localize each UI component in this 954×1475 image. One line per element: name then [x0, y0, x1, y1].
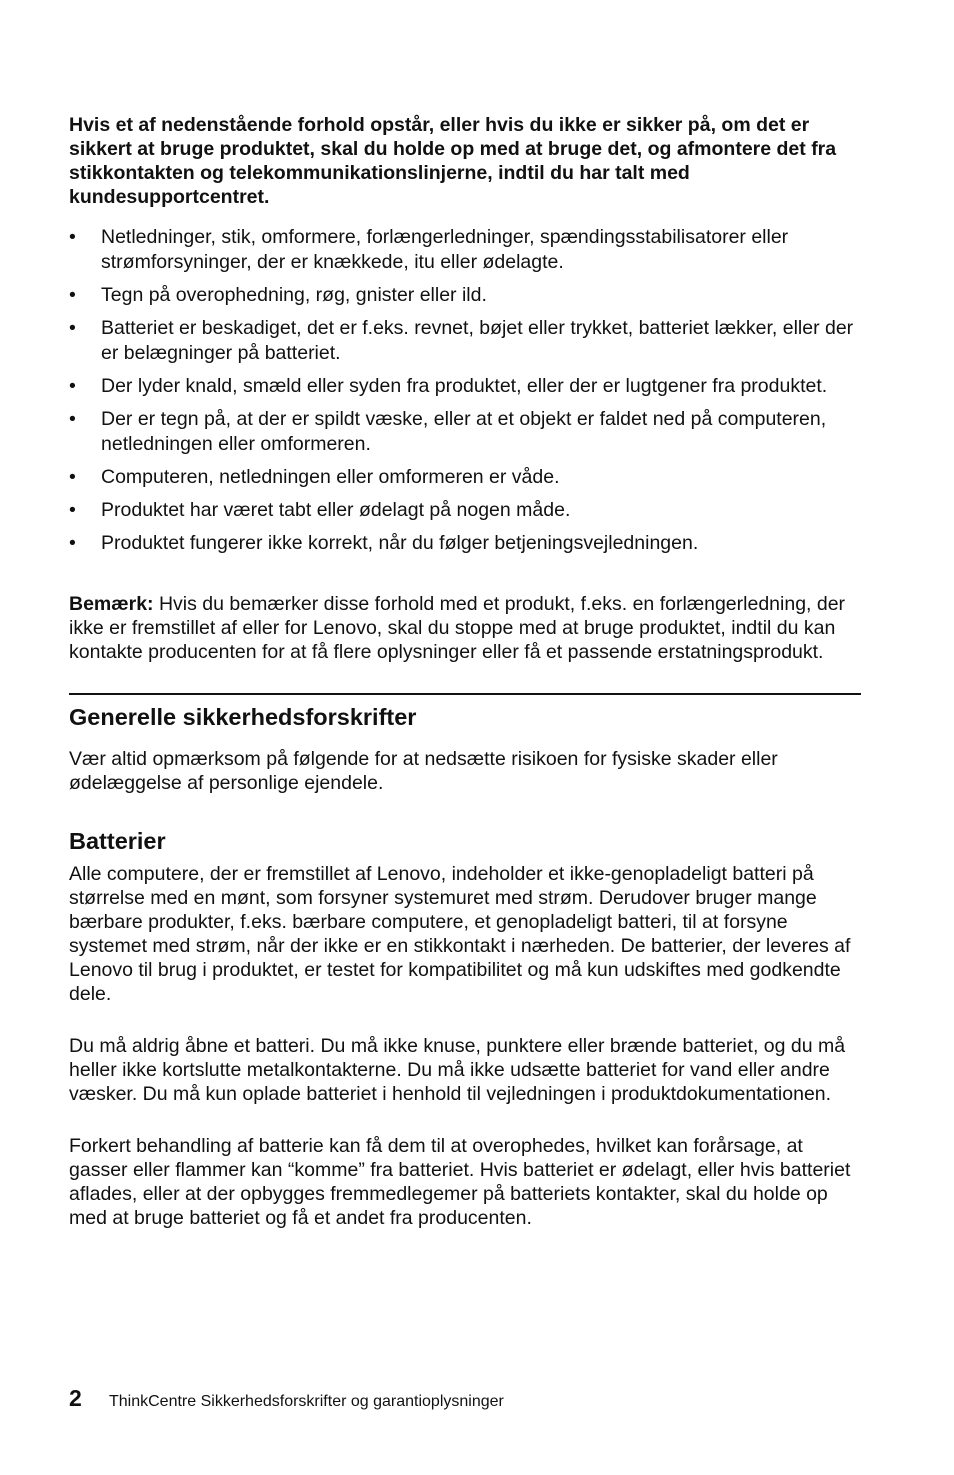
note-text: Hvis du bemærker disse forhold med et produkt, f.eks. en forlængerledning, der ikke er fremstillet af eller for Lenovo, skal du stoppe med at bruge produktet, indtil du kan kontakte producenten for at få flere oplysninger eller få et passende erstatningsprodukt.	[69, 593, 846, 663]
warning-lead: Hvis et af nedenstående forhold opstår, eller hvis du ikke er sikker på, om det er sikkert at bruge produktet, skal du holde op med at bruge det, og afmontere det fra stikkontakten og telekommunikationslinjerne, indtil du har talt med kundesupportcentret.	[69, 114, 837, 208]
section-heading-batteries: Batterier	[69, 828, 166, 854]
bullet-icon: •	[69, 466, 76, 488]
list-item: • Tegn på overophedning, røg, gnister eller ild.	[69, 284, 487, 306]
list-item: • Produktet fungerer ikke korrekt, når du følger betjeningsvejledningen.	[69, 532, 699, 554]
list-item: • Produktet har været tabt eller ødelagt på nogen måde.	[69, 499, 571, 521]
list-item: • Batteriet er beskadiget, det er f.eks. revnet, bøjet eller trykket, batteriet lækker, eller der er belægninger på batteriet.	[69, 317, 854, 364]
general-paragraph: Vær altid opmærksom på følgende for at nedsætte risikoen for fysiske skader eller ødelæggelse af personlige ejendele.	[69, 748, 778, 794]
list-item: • Computeren, netledningen eller omformeren er våde.	[69, 466, 560, 488]
bullet-icon: •	[69, 499, 76, 521]
footer-doc-title: ThinkCentre Sikkerhedsforskrifter og garantioplysninger	[109, 1393, 504, 1410]
bullet-icon: •	[69, 375, 76, 397]
bullet-icon: •	[69, 317, 76, 339]
bullet-icon: •	[69, 532, 76, 554]
list-item: • Der er tegn på, at der er spildt væske, eller at et objekt er faldet ned på computeren, netledningen eller omformeren.	[69, 408, 827, 455]
bullet-icon: •	[69, 226, 76, 248]
note-paragraph	[69, 592, 861, 664]
batteries-paragraph-3: Forkert behandling af batterie kan få dem til at overophedes, hvilket kan forårsage, at gasser eller flammer kan “komme” fra batteriet. Hvis batteriet er ødelagt, eller hvis batteriet aflades, eller at der opbygges fremmedlegemer på batteriets kontakter, skal du holde op med at bruge batteriet og få et andet fra producenten.	[69, 1135, 851, 1229]
note-label: Bemærk:	[69, 593, 154, 615]
bullet-icon: •	[69, 284, 76, 306]
list-item: • Netledninger, stik, omformere, forlængerledninger, spændingsstabilisatorer eller strømforsyninger, der er knækkede, itu eller ødelagte.	[69, 226, 789, 273]
section-heading-general: Generelle sikkerhedsforskrifter	[69, 704, 417, 730]
condition-list	[69, 225, 861, 556]
page-footer	[69, 1385, 504, 1412]
section-divider	[69, 693, 861, 695]
batteries-paragraph-2: Du må aldrig åbne et batteri. Du må ikke knuse, punktere eller brænde batteriet, og du må heller ikke kortslutte metalkontakterne. Du må ikke udsætte batteriet for vand eller andre væsker. Du må kun oplade batteriet i henhold til vejledningen i produktdokumentationen.	[69, 1035, 846, 1105]
batteries-paragraph-1: Alle computere, der er fremstillet af Lenovo, indeholder et ikke-genopladeligt batteri på størrelse med en mønt, som forsyner systemuret med strøm. Derudover bruger mange bærbare produkter, f.eks. bærbare computere, et genopladeligt batteri, til at forsyne systemet med strøm, når der ikke er en stikkontakt i nærheden. De batterier, der leveres af Lenovo til brug i produktet, er testet for kompatibilitet og må kun udskiftes med godkendte dele.	[69, 863, 851, 1005]
page-number: 2	[69, 1385, 82, 1411]
bullet-icon: •	[69, 408, 76, 430]
page-content	[69, 113, 861, 1230]
list-item: • Der lyder knald, smæld eller syden fra produktet, eller der er lugtgener fra produktet.	[69, 375, 828, 397]
